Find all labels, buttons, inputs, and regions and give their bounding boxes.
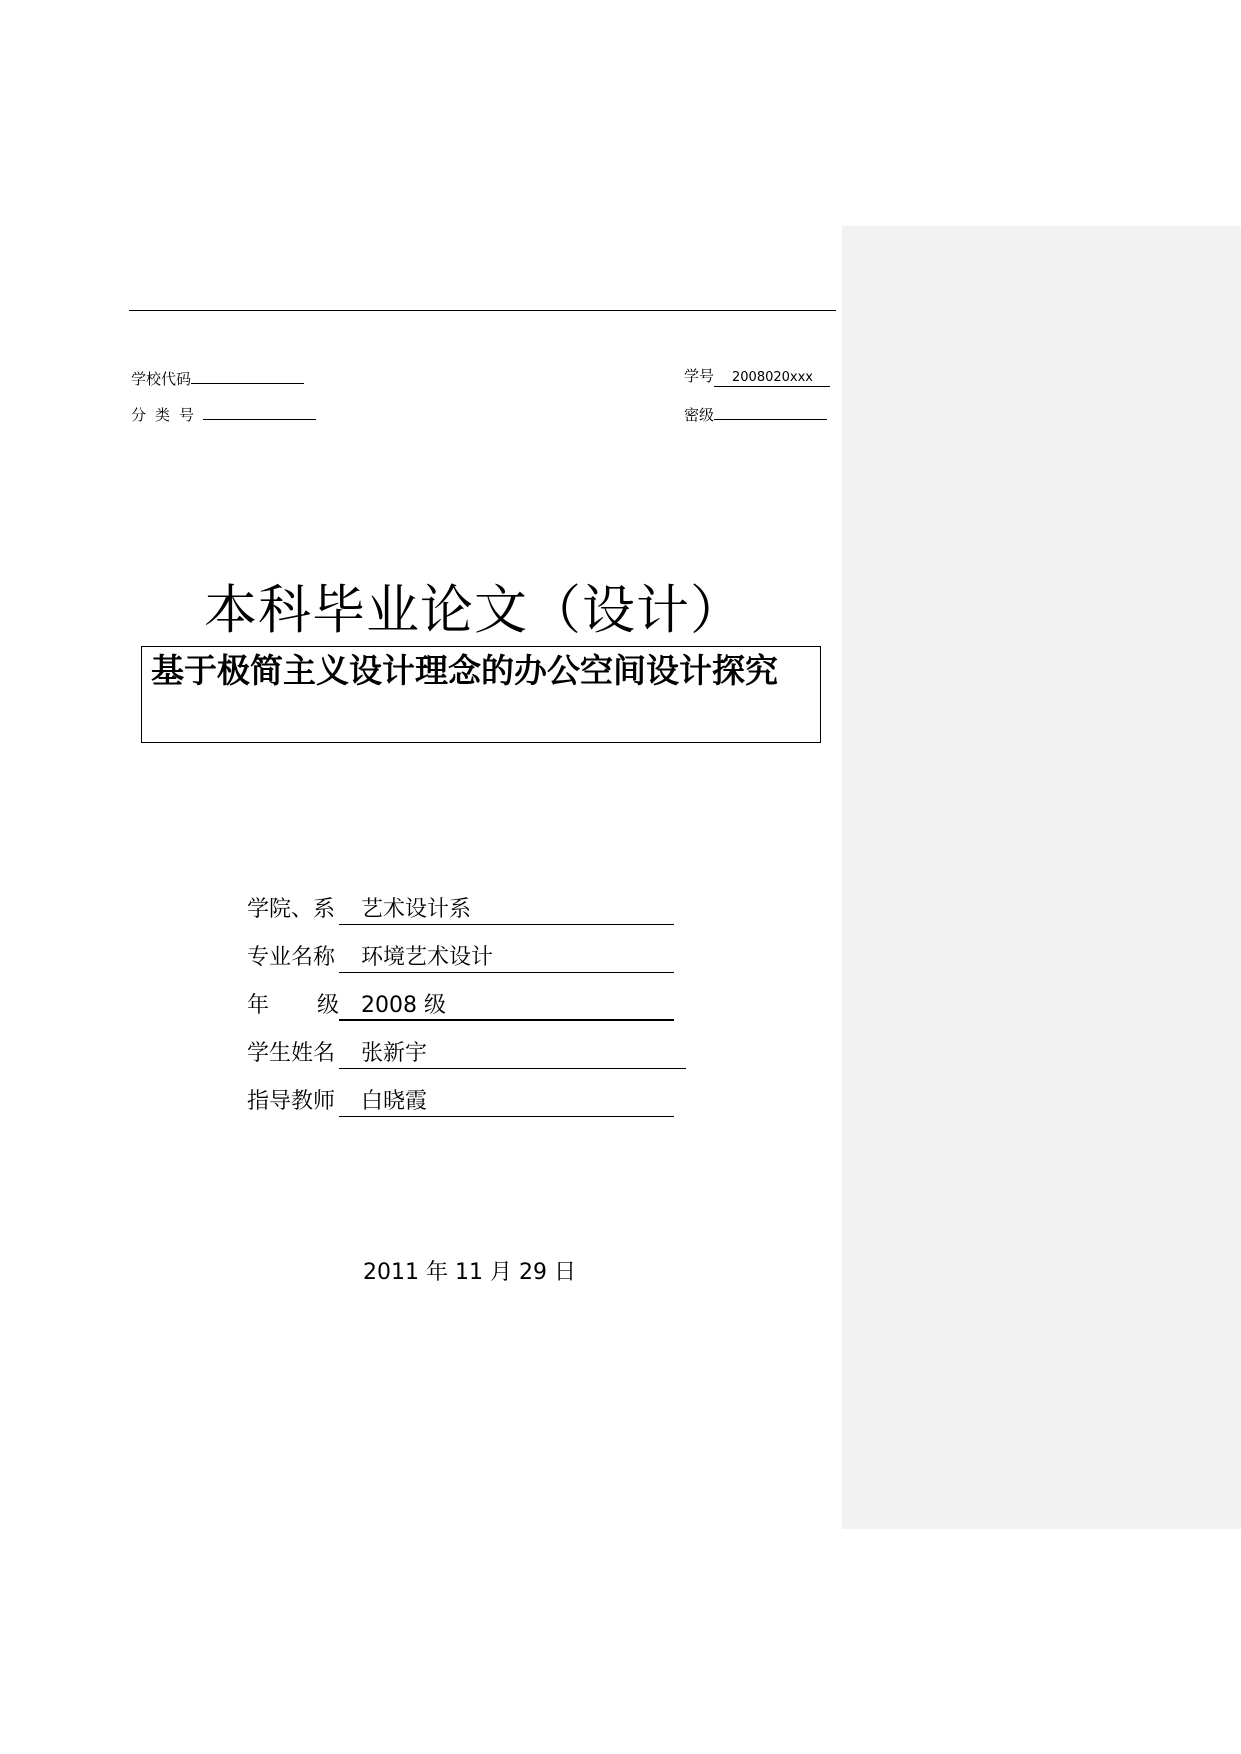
comment-pane — [842, 226, 1241, 1529]
secrecy-value — [714, 402, 827, 420]
info-row-major — [247, 942, 687, 990]
class-number-label: 分类号 — [131, 406, 204, 424]
student-id-label: 学号 — [684, 367, 715, 385]
student-name-value: 张新宇 — [339, 1038, 686, 1069]
advisor-label: 指导教师 — [247, 1089, 336, 1114]
grade-value: 2008 级 — [339, 990, 674, 1021]
info-row-grade — [247, 990, 687, 1038]
thesis-title-box — [141, 646, 821, 743]
student-name-label: 学生姓名 — [247, 1041, 336, 1066]
school-code-field — [131, 366, 304, 389]
student-id-field — [684, 366, 830, 387]
college-value: 艺术设计系 — [339, 894, 674, 925]
secrecy-label: 密级 — [684, 406, 715, 424]
major-label: 专业名称 — [247, 945, 336, 970]
grade-label — [247, 990, 339, 1022]
grade-label-part-1: 年 — [247, 993, 270, 1018]
student-id-value: 2008020xxx — [714, 369, 830, 387]
school-code-value — [191, 366, 304, 384]
info-row-advisor — [247, 1086, 687, 1134]
thesis-title: 基于极简主义设计理念的办公空间设计探究 — [151, 651, 778, 690]
document-type-heading: 本科毕业论文（设计） — [204, 580, 744, 641]
class-number-field — [131, 402, 316, 425]
submission-date: 2011 年 11 月 29 日 — [363, 1260, 576, 1285]
secrecy-field — [684, 402, 827, 425]
college-label: 学院、系 — [247, 897, 336, 922]
info-row-student — [247, 1038, 687, 1086]
header-rule — [129, 310, 836, 311]
school-code-label: 学校代码 — [131, 370, 192, 388]
major-value: 环境艺术设计 — [339, 942, 674, 973]
class-number-value — [203, 402, 316, 420]
student-info-list — [247, 894, 687, 1134]
advisor-value: 白晓霞 — [339, 1086, 674, 1117]
grade-label-part-2: 级 — [317, 993, 340, 1018]
info-row-college — [247, 894, 687, 942]
